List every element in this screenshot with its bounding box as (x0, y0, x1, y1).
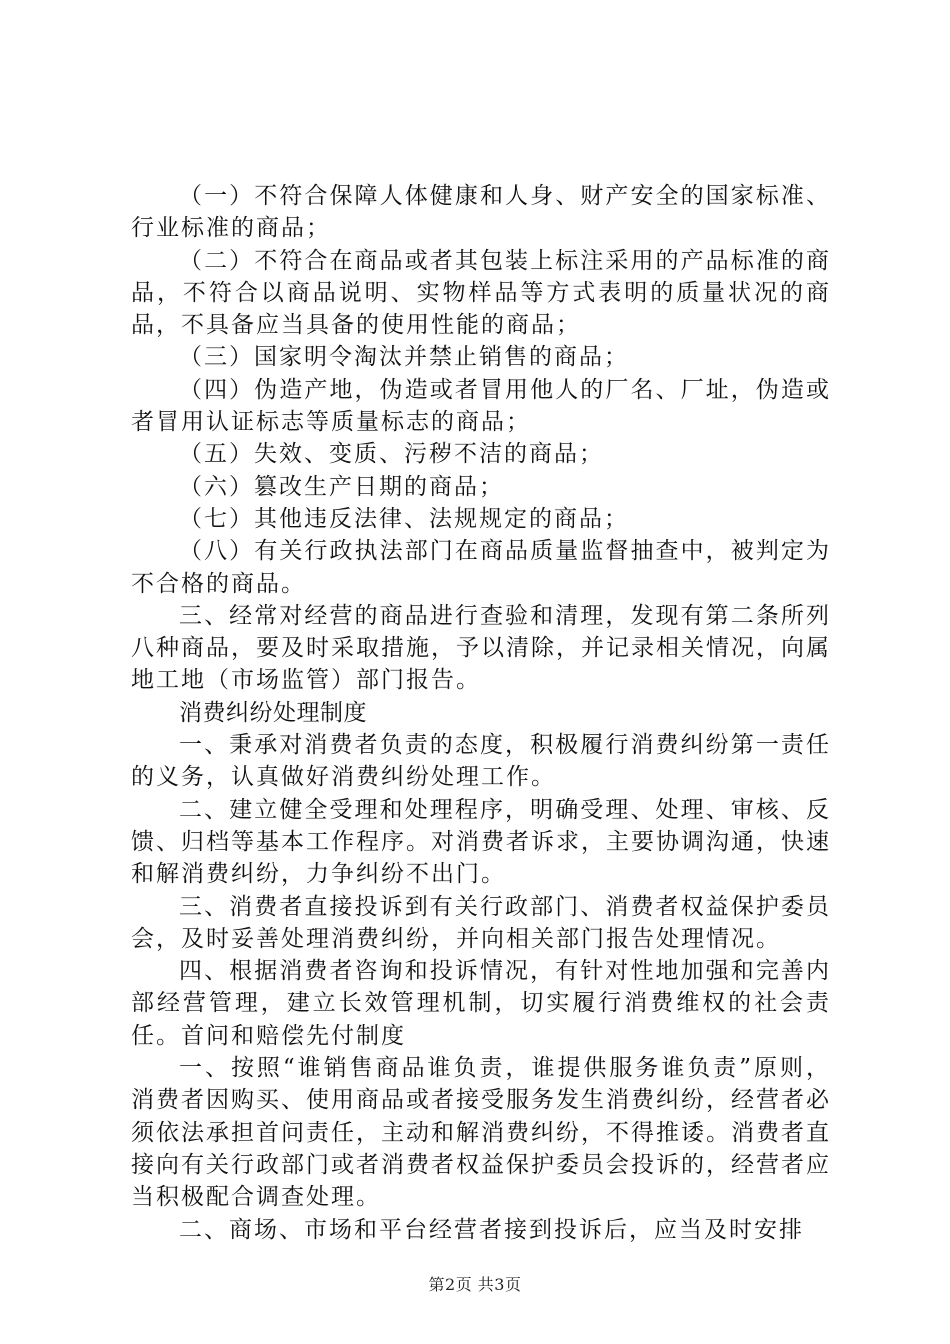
paragraph-item-8: （八）有关行政执法部门在商品质量监督抽查中，被判定为不合格的商品。 (131, 538, 831, 597)
section-heading-dispute: 消费纠纷处理制度 (179, 699, 367, 726)
paragraph-item-6: （六）篡改生产日期的商品； (179, 473, 504, 500)
paragraph-dispute-2: 二、建立健全受理和处理程序，明确受理、处理、审核、反馈、归档等基本工作程序。对消费者诉求，主要协调沟通，快速和解消费纠纷，力争纠纷不出门。 (131, 796, 831, 888)
page-footer: 第2页 共3页 (428, 1275, 522, 1294)
paragraph-dispute-3: 三、消费者直接投诉到有关行政部门、消费者权益保护委员会，及时妥善处理消费纠纷，并向相关部门报告处理情况。 (131, 893, 831, 952)
paragraph-item-7: （七）其他违反法律、法规规定的商品； (179, 505, 629, 532)
paragraph-dispute-1: 一、秉承对消费者负责的态度，积极履行消费纠纷第一责任的义务，认真做好消费纠纷处理工作。 (131, 732, 831, 791)
paragraph-first-inquiry-2: 二、商场、市场和平台经营者接到投诉后，应当及时安排 (179, 1216, 804, 1243)
paragraph-first-inquiry-1: 一、按照“谁销售商品谁负责，谁提供服务谁负责”原则，消费者因购买、使用商品或者接受服务发生消费纠纷，经营者必须依法承担首问责任，主动和解消费纠纷，不得推诿。消费者直接向有关行政部门或者消费者权益保护委员会投诉的，经营者应当积极配合调查处理。 (131, 1055, 831, 1211)
paragraph-item-5: （五）失效、变质、污秽不洁的商品； (179, 441, 604, 468)
document-body (131, 180, 831, 1246)
paragraph-section-3: 三、经常对经营的商品进行查验和清理，发现有第二条所列八种商品，要及时采取措施，予以清除，并记录相关情况，向属地工地（市场监管）部门报告。 (131, 602, 831, 694)
paragraph-item-1: （一）不符合保障人体健康和人身、财产安全的国家标准、行业标准的商品； (131, 183, 831, 242)
paragraph-item-4: （四）伪造产地，伪造或者冒用他人的厂名、厂址，伪造或者冒用认证标志等质量标志的商品； (131, 376, 831, 436)
paragraph-dispute-4: 四、根据消费者咨询和投诉情况，有针对性地加强和完善内部经营管理，建立长效管理机制，切实履行消费维权的社会责任。首问和赔偿先付制度 (131, 958, 831, 1049)
paragraph-item-2: （二）不符合在商品或者其包装上标注采用的产品标准的商品，不符合以商品说明、实物样品等方式表明的质量状况的商品，不具备应当具备的使用性能的商品； (131, 247, 831, 339)
paragraph-item-3: （三）国家明令淘汰并禁止销售的商品； (179, 344, 629, 371)
